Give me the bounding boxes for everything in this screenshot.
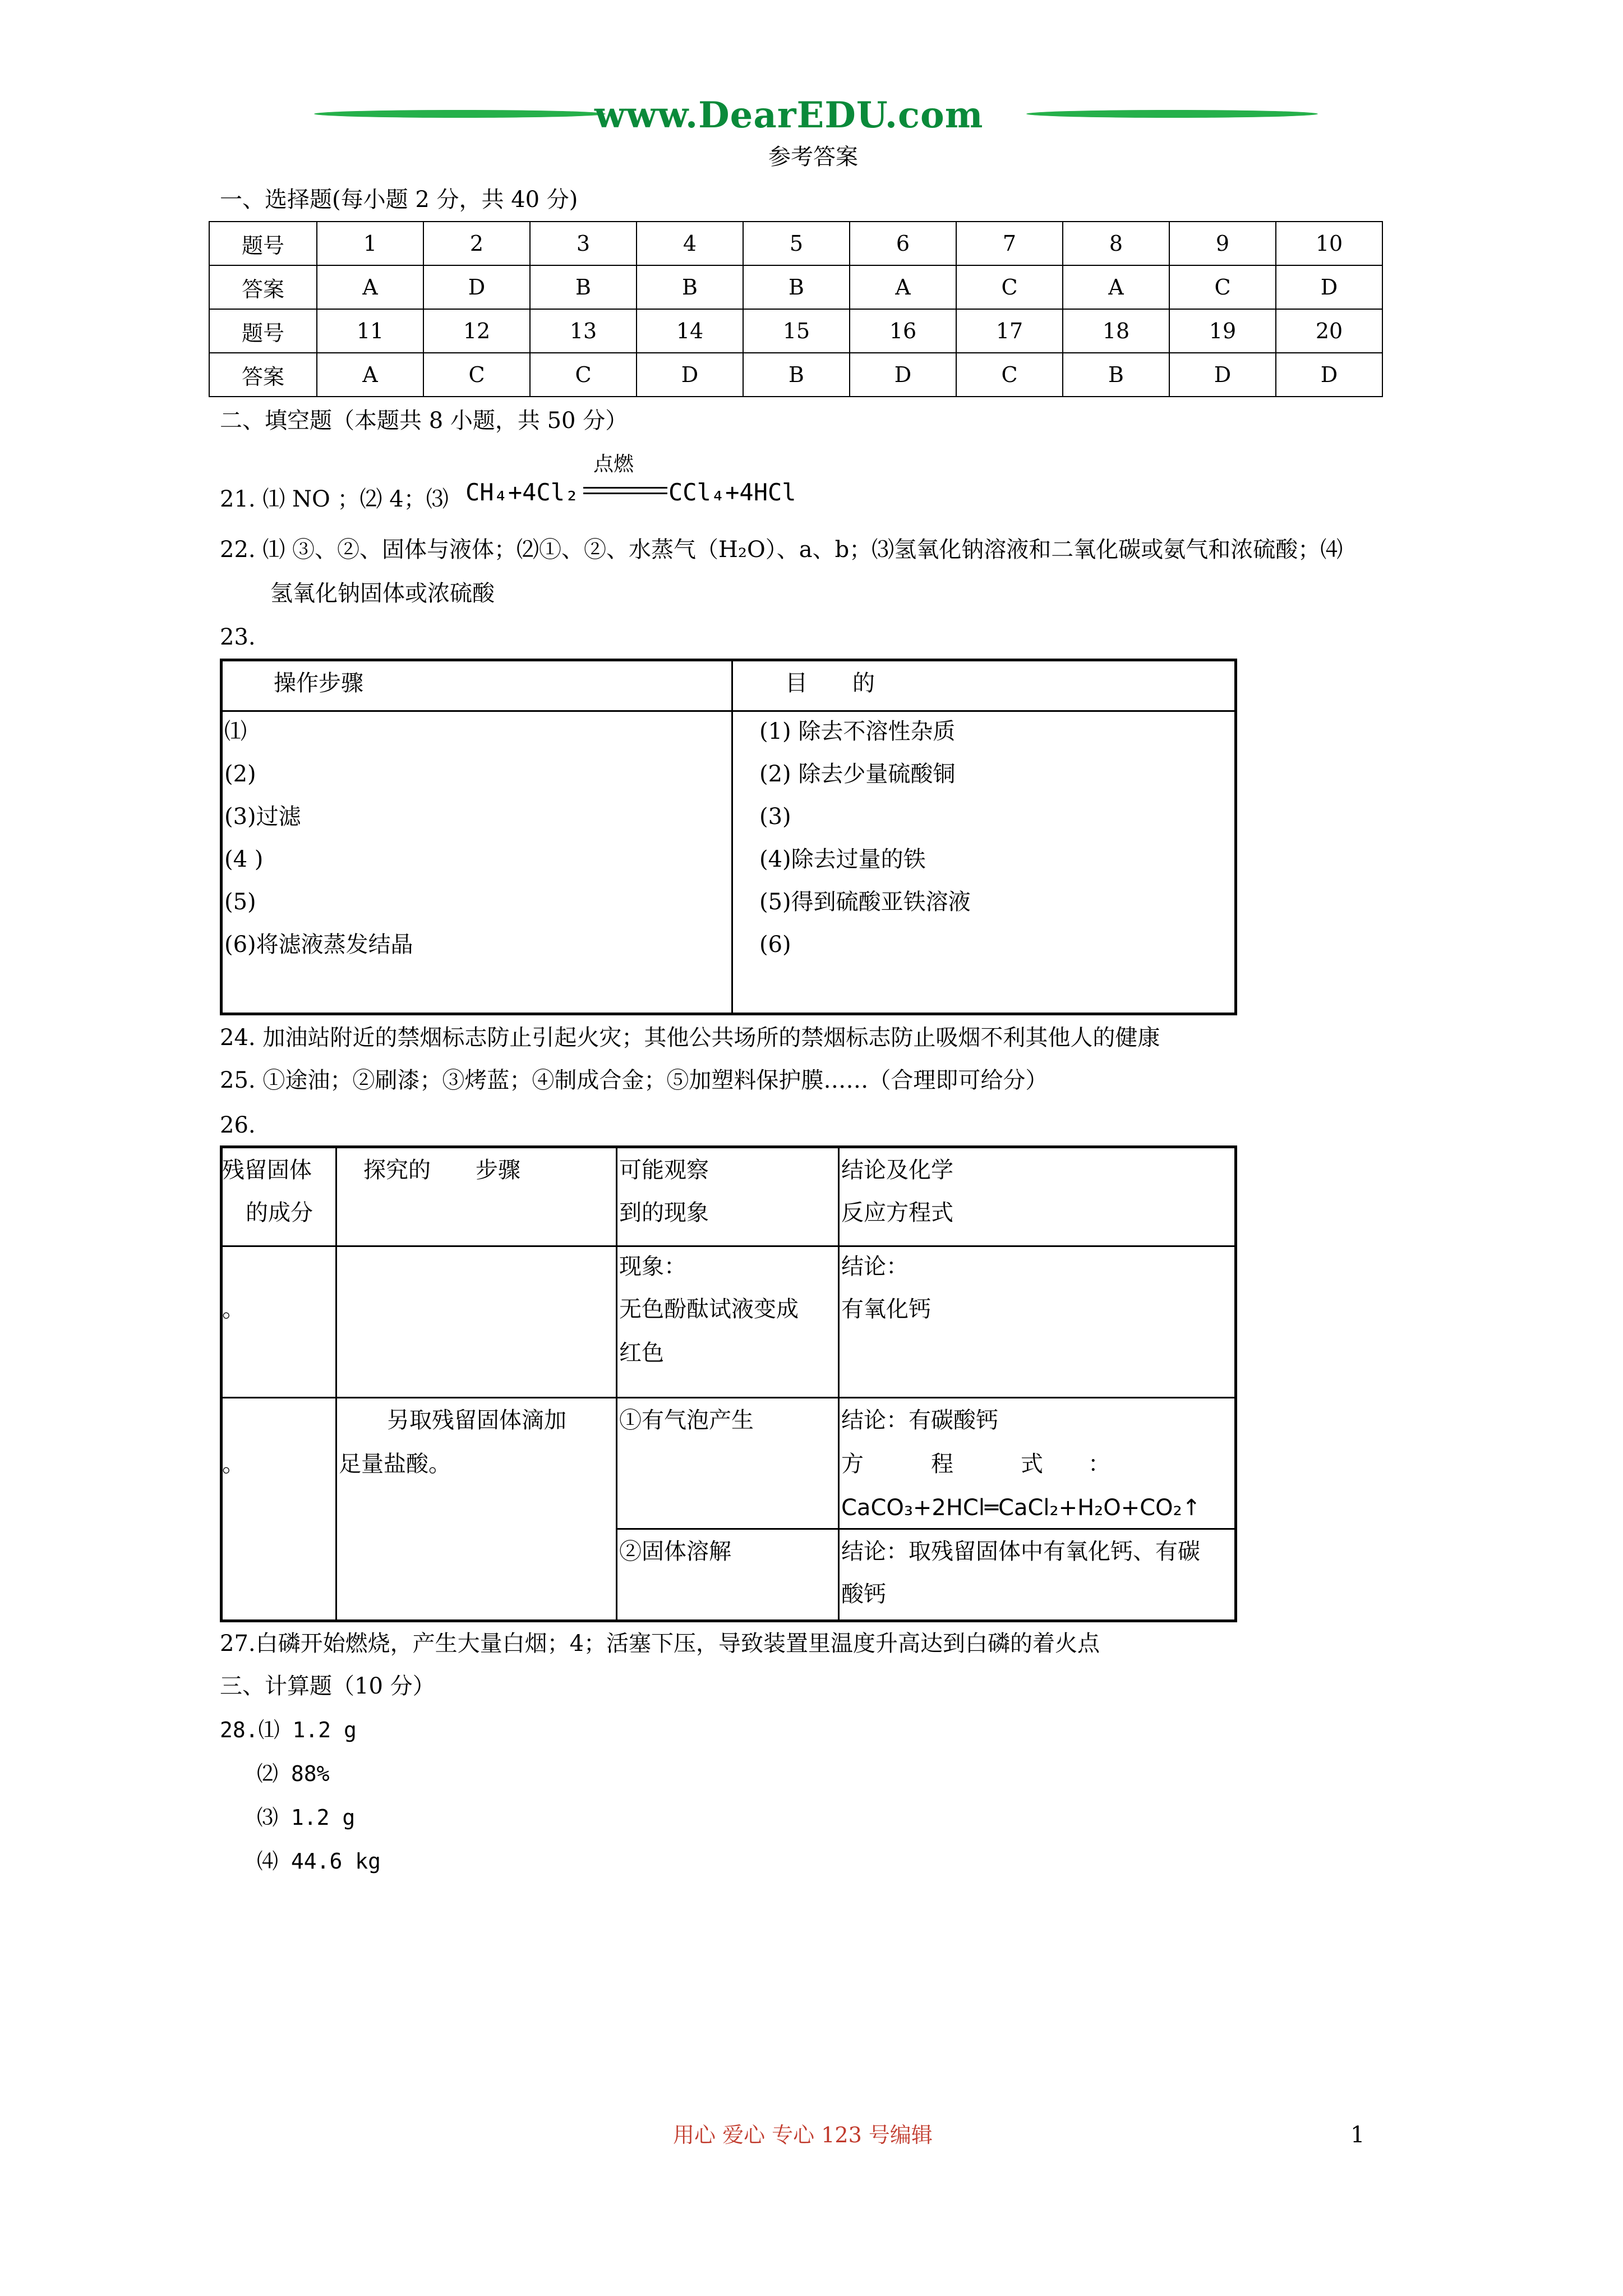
q23-purpose: (5)得到硫酸亚铁溶液	[759, 889, 971, 915]
q26-h4a: 结论及化学	[841, 1157, 953, 1183]
answer-table-cell: C	[956, 265, 1063, 309]
answer-table-cell: 18	[1063, 309, 1169, 353]
answer-table-cell: 11	[317, 309, 423, 353]
q23-step: (2)	[224, 761, 256, 787]
answer-table-row	[209, 265, 1382, 309]
page-number: 1	[1350, 2122, 1365, 2148]
answer-table-row	[209, 353, 1382, 397]
q21-prefix: 21. ⑴ NO ；⑵ 4；⑶	[220, 486, 449, 512]
q26-label: 26.	[220, 1112, 256, 1138]
answer-table-cell: 15	[743, 309, 850, 353]
q23-step: (6)将滤液蒸发结晶	[224, 932, 413, 958]
q26-r2-component: 。	[222, 1451, 245, 1477]
footer-text: 用心 爱心 专心 123 号编辑	[673, 2123, 933, 2147]
q28-part2: ⑵ 88%	[257, 1761, 330, 1786]
q26-row-divider-2	[220, 1397, 1237, 1398]
answer-table-cell: 8	[1063, 222, 1169, 265]
section3-heading: 三、计算题（10 分）	[220, 1673, 435, 1699]
q26-h4b: 反应方程式	[841, 1200, 953, 1226]
q21-condition: 点燃	[593, 453, 634, 476]
page-title: 参考答案	[768, 144, 858, 170]
answer-table-cell: 5	[743, 222, 850, 265]
answer-table-cell: D	[1276, 353, 1382, 397]
q26-r2-step-a: 另取残留固体滴加	[387, 1407, 566, 1433]
answer-table-cell: D	[423, 265, 530, 309]
answer-table-cell: 1	[317, 222, 423, 265]
answer-table-row-label: 答案	[209, 265, 317, 309]
answer-table-cell: 14	[637, 309, 743, 353]
answer-table-row-label: 答案	[209, 353, 317, 397]
q24-answer: 24. 加油站附近的禁烟标志防止引起火灾；其他公共场所的禁烟标志防止吸烟不利其他人的健康	[220, 1025, 1160, 1051]
answer-table-cell: 13	[530, 309, 637, 353]
answer-table-row-label: 题号	[209, 309, 317, 353]
q22-line2: 氢氧化钠固体或浓硫酸	[270, 581, 495, 606]
answer-table-row	[209, 309, 1382, 353]
q23-head-purpose: 目 的	[785, 670, 875, 696]
q23-step: (4 )	[224, 846, 264, 872]
q23-label: 23.	[220, 624, 256, 650]
q26-r2-conclusion-a: 结论：有碳酸钙	[841, 1407, 998, 1433]
answer-table-cell: 17	[956, 309, 1063, 353]
answer-table-row-label: 题号	[209, 222, 317, 265]
q26-col-divider-2	[616, 1145, 617, 1622]
answer-table-cell: D	[850, 353, 956, 397]
q26-h3a: 可能观察	[619, 1157, 709, 1183]
answer-table-cell: 6	[850, 222, 956, 265]
q26-r1-conclusion-b: 有氧化钙	[841, 1296, 931, 1322]
answer-table-cell: 3	[530, 222, 637, 265]
q28-part4: ⑷ 44.6 kg	[257, 1849, 381, 1874]
q21-reactants: CH₄+4Cl₂	[465, 478, 579, 506]
q25-answer: 25. ①途油；②刷漆；③烤蓝；④制成合金；⑤加塑料保护膜……（合理即可给分）	[220, 1068, 1048, 1093]
answer-table-cell: B	[530, 265, 637, 309]
q26-row-divider-3	[616, 1528, 1237, 1530]
answer-table-cell: D	[1169, 353, 1276, 397]
header-swoosh-right	[1026, 110, 1318, 118]
answer-table-cell: 12	[423, 309, 530, 353]
q26-r1-component: 。	[222, 1296, 245, 1322]
answer-table-cell: 9	[1169, 222, 1276, 265]
answer-table-row	[209, 222, 1382, 265]
answer-table-cell: 10	[1276, 222, 1382, 265]
answer-table-cell: D	[1276, 265, 1382, 309]
answer-table-cell: C	[423, 353, 530, 397]
answer-table-cell: 16	[850, 309, 956, 353]
answer-table-cell: 19	[1169, 309, 1276, 353]
q23-purpose: (2) 除去少量硫酸铜	[759, 761, 956, 787]
answer-table-cell: C	[956, 353, 1063, 397]
q23-purpose: (6)	[759, 932, 791, 958]
answer-table-cell: B	[1063, 353, 1169, 397]
answer-table-cell: 4	[637, 222, 743, 265]
q26-r3-conclusion-a: 结论：取残留固体中有氧化钙、有碳	[841, 1539, 1200, 1565]
q23-column-divider	[731, 659, 733, 1015]
answer-table-cell: 20	[1276, 309, 1382, 353]
answer-table-cell: A	[1063, 265, 1169, 309]
q26-col-divider-1	[335, 1145, 337, 1622]
answer-table-cell: 7	[956, 222, 1063, 265]
answer-table-cell: A	[850, 265, 956, 309]
q26-h3b: 到的现象	[619, 1200, 709, 1226]
q23-step: (3)过滤	[224, 804, 301, 830]
q26-col-divider-3	[838, 1145, 840, 1622]
q23-step: (5)	[224, 889, 256, 915]
q23-purpose: (1) 除去不溶性杂质	[759, 719, 956, 744]
q26-r3-conclusion-b: 酸钙	[841, 1581, 886, 1607]
q26-r2-phenomenon: ①有气泡产生	[619, 1407, 754, 1433]
q23-table	[220, 659, 1237, 1015]
q26-r1-phenomenon-c: 红色	[619, 1340, 664, 1366]
q26-r3-phenomenon: ②固体溶解	[619, 1539, 731, 1565]
q26-r1-conclusion-a: 结论：	[841, 1254, 909, 1280]
answer-table	[209, 221, 1383, 397]
q23-head-steps: 操作步骤	[274, 670, 363, 696]
q26-r2-equation: CaCO₃+2HCl═CaCl₂+H₂O+CO₂↑	[841, 1495, 1201, 1521]
section2-heading: 二、填空题（本题共 8 小题，共 50 分）	[220, 408, 628, 434]
q26-h2: 探究的 步骤	[363, 1157, 520, 1183]
q26-row-divider-1	[220, 1245, 1237, 1247]
answer-table-cell: B	[637, 265, 743, 309]
q22-line1: 22. ⑴ ③、②、固体与液体；⑵①、②、水蒸气（H₂O）、a、b；⑶氢氧化钠溶液和二氧化碳或氨气和浓硫酸；⑷	[220, 537, 1343, 563]
answer-table-cell: 2	[423, 222, 530, 265]
q26-r1-phenomenon-a: 现象：	[619, 1254, 686, 1280]
q27-answer: 27.白磷开始燃烧，产生大量白烟；4；活塞下压，导致装置里温度升高达到白磷的着火点	[220, 1631, 1100, 1657]
q23-purpose: (4)除去过量的铁	[759, 846, 926, 872]
q28-part1: 28.⑴ 1.2 g	[220, 1718, 357, 1742]
q23-header-divider	[220, 710, 1237, 712]
answer-table-cell: C	[1169, 265, 1276, 309]
answer-table-cell: C	[530, 353, 637, 397]
q26-h1a: 残留固体	[222, 1157, 312, 1183]
header-swoosh-left	[314, 110, 606, 118]
answer-table-cell: A	[317, 265, 423, 309]
q26-r1-phenomenon-b: 无色酚酞试液变成	[619, 1296, 799, 1322]
q21-equals-bottom	[583, 493, 667, 494]
q21-equals-top	[583, 487, 667, 489]
answer-table-cell: B	[743, 353, 850, 397]
q26-r2-conclusion-b: 方 程 式 ：	[841, 1451, 1110, 1477]
q28-part3: ⑶ 1.2 g	[257, 1805, 356, 1830]
q26-r2-step-b: 足量盐酸。	[339, 1451, 451, 1477]
q23-purpose: (3)	[759, 804, 791, 830]
q26-h1b: 的成分	[246, 1200, 313, 1226]
q23-step: ⑴	[224, 719, 247, 744]
answer-table-cell: B	[743, 265, 850, 309]
site-logo: www.DearEDU.com	[594, 94, 984, 136]
answer-table-cell: D	[637, 353, 743, 397]
section1-heading: 一、选择题(每小题 2 分，共 40 分)	[220, 187, 578, 213]
answer-table-cell: A	[317, 353, 423, 397]
q21-products: CCl₄+4HCl	[668, 478, 796, 506]
